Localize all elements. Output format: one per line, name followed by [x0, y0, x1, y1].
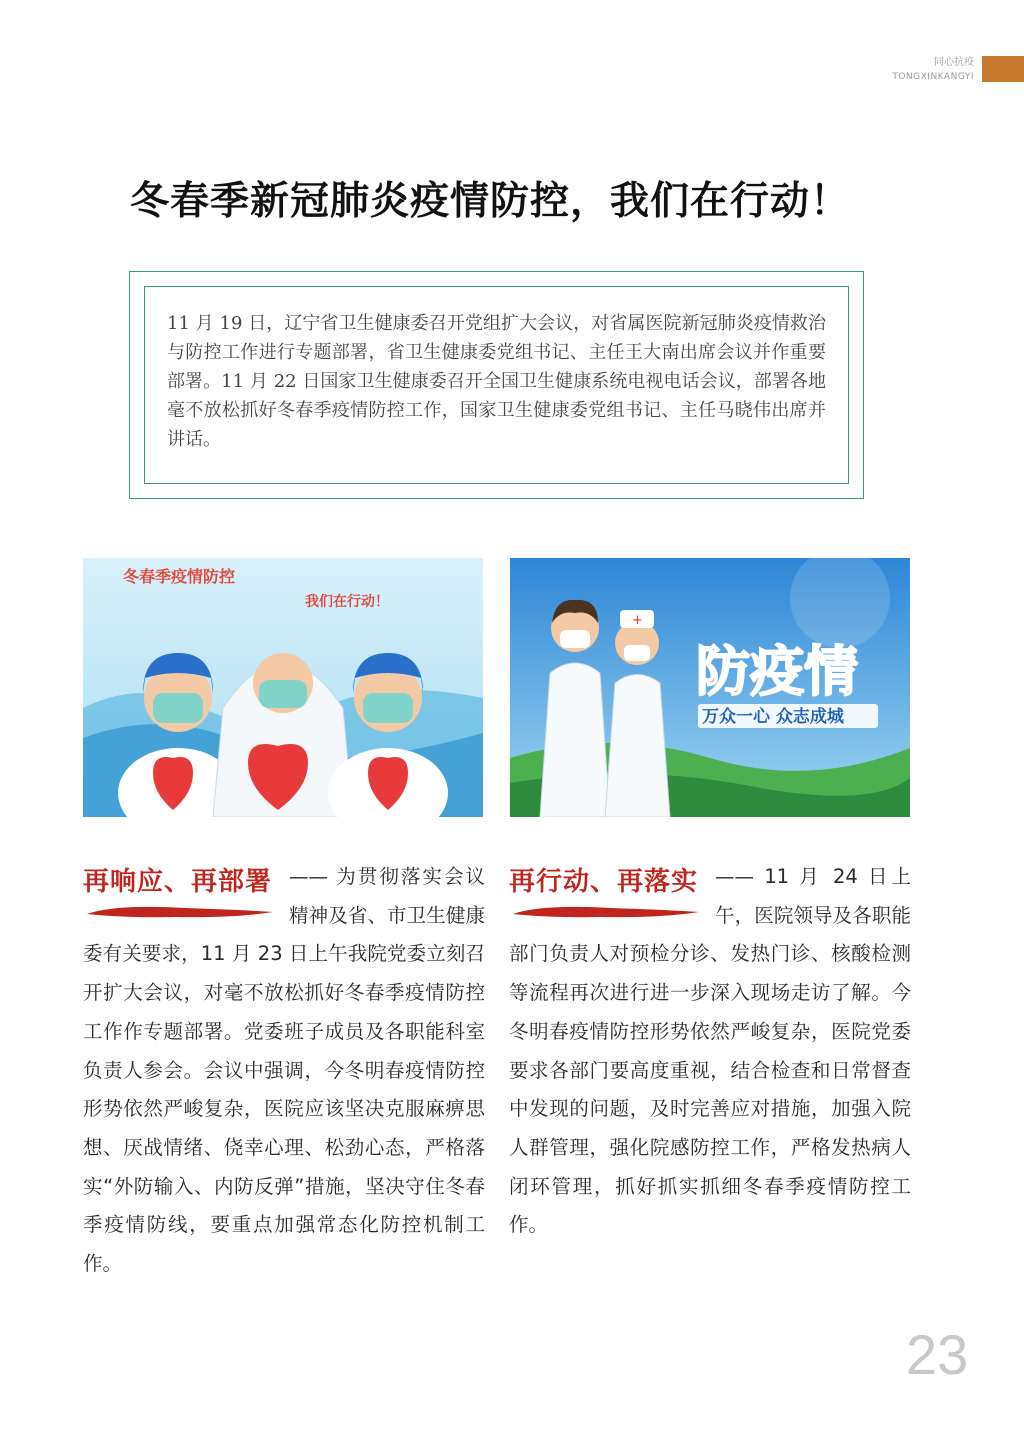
intro-box-inner [144, 286, 849, 484]
column-heading-1 [83, 858, 283, 928]
column-body-2: —— 11 月 24 日上午，医院领导及各职能部门负责人对预检分诊、发热门诊、核酸检测等流程再次进行进一步深入现场走访了解。今冬明春疫情防控形势依然严峻复杂，医院党委要求各部门要高度重视，结合检查和日常督查中发现的问题，及时完善应对措施，加强入院人群管理，强化院感防控工作，严格发热病人闭环管理，抓好抓实抓细冬春季疫情防控工作。 [509, 865, 911, 1237]
column-heading-1-text: 再响应、再部署 [83, 867, 273, 897]
section-tag-cn: 同心抗疫 [934, 57, 974, 68]
section-tag-en: TONGXINKANGYI [892, 72, 974, 82]
section-tag [892, 56, 974, 84]
illustration-tagline: 万众一心 众志成城 [702, 707, 844, 727]
column-heading-2-text: 再行动、再落实 [509, 867, 699, 897]
page-number: 23 [906, 1323, 969, 1386]
illustration-anti-epidemic [510, 558, 910, 817]
article-column-2 [509, 858, 911, 1245]
illustration-headline: 防疫情 [696, 640, 858, 703]
svg-text:+: + [632, 613, 643, 628]
section-tag-block [982, 56, 1024, 82]
column-body-1: —— 为贯彻落实会议精神及省、市卫生健康委有关要求，11 月 23 日上午我院党委立刻召开扩大会议，对毫不放松抓好冬春季疫情防控工作作专题部署。党委班子成员及各职能科室负责人参会。会议中强调，今冬明春疫情防控形势依然严峻复杂，医院应该坚决克服麻痹思想、厌战情绪、侥幸心理、松劲心态，严格落实“外防输入、内防反弹”措施，坚决守住冬春季疫情防线，要重点加强常态化防控机制工作。 [83, 865, 485, 1276]
page-title: 冬春季新冠肺炎疫情防控，我们在行动！ [129, 178, 850, 224]
brush-stroke-2 [511, 902, 701, 922]
illustration-text-2: 我们在行动！ [305, 594, 389, 610]
intro-text: 11 月 19 日，辽宁省卫生健康委召开党组扩大会议，对省属医院新冠肺炎疫情救治与防控工作进行专题部署，省卫生健康委党组书记、主任王大南出席会议并作重要部署。11 月 22 日国家卫生健康委召开全国卫生健康系统电视电话会议，部署各地毫不放松抓好冬春季疫情防控工作，国家卫生健康委党组书记、主任马晓伟出席并讲话。 [167, 313, 826, 450]
illustration-medical-staff [83, 558, 483, 817]
article-column-1 [83, 858, 485, 1284]
illustration-text-1: 冬春季疫情防控 [123, 567, 236, 586]
brush-stroke-1 [85, 902, 275, 922]
intro-box [129, 271, 864, 499]
column-heading-2 [509, 858, 709, 928]
